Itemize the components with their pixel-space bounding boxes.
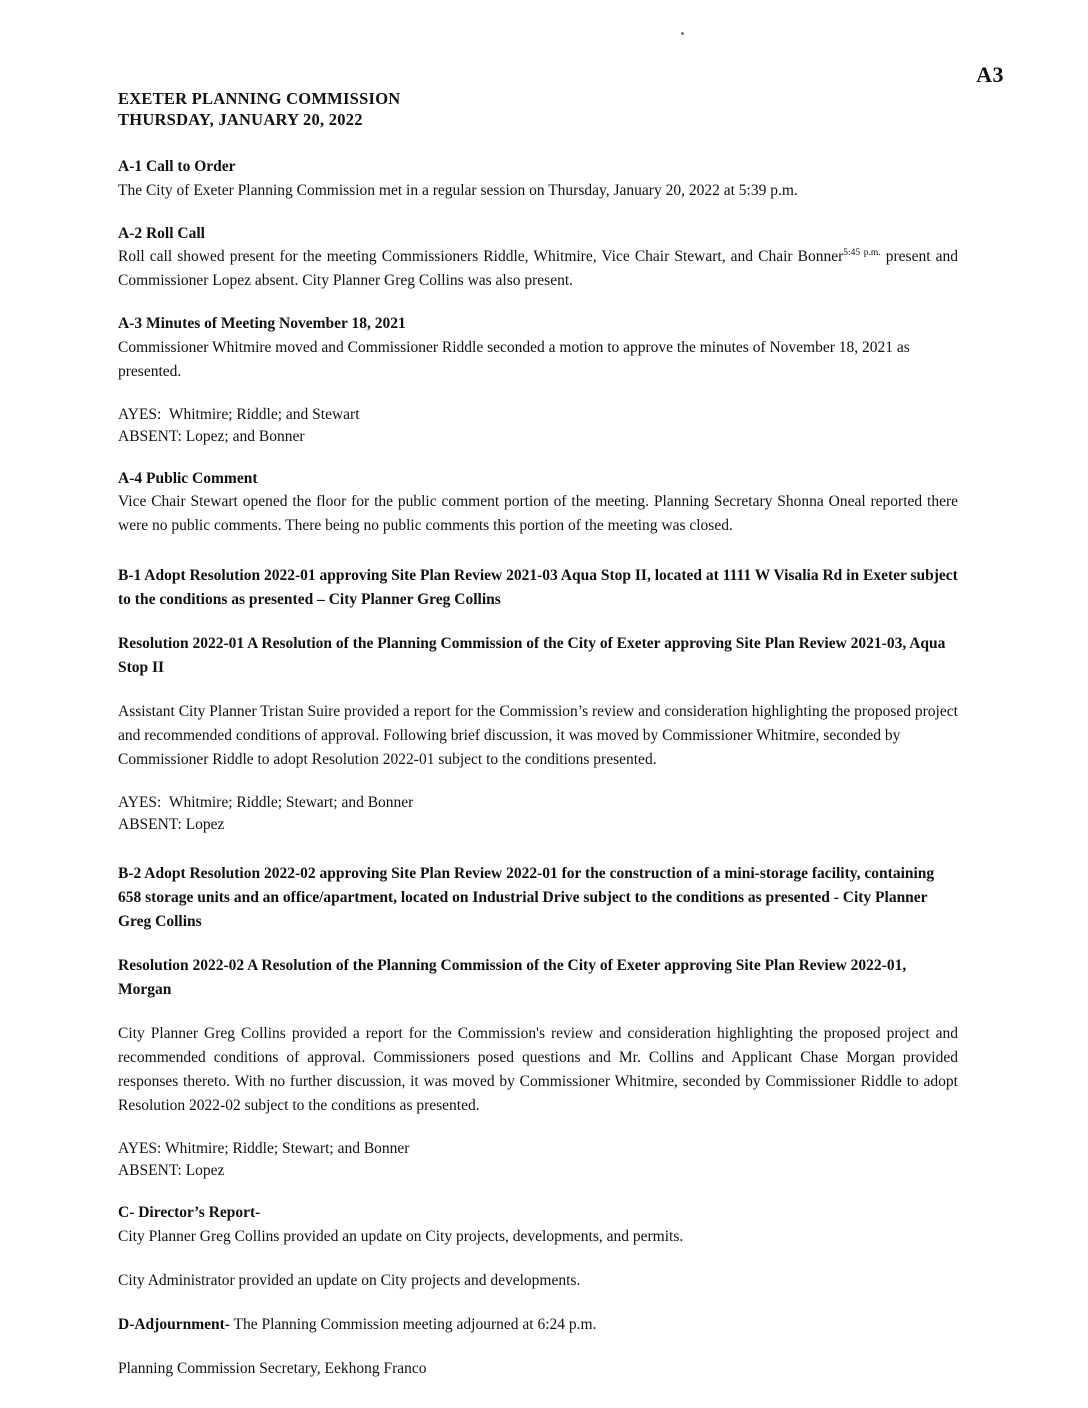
section-a2-body-part-1: Roll call showed present for the meeting Commissioners Riddle, Whitmire, Vice Chair Stewart, and Chair Bonner	[118, 248, 844, 265]
section-c	[118, 1202, 958, 1249]
section-c-heading: C- Director’s Report-	[118, 1204, 261, 1221]
section-a2	[118, 223, 958, 294]
section-b2-absent: ABSENT: Lopez	[118, 1162, 225, 1179]
document-body	[118, 88, 958, 1381]
section-a3-ayes: AYES: Whitmire; Riddle; and Stewart	[118, 405, 360, 423]
section-a3-vote	[118, 404, 958, 448]
section-a4-heading: A-4 Public Comment	[118, 469, 258, 487]
section-c-body-2-block	[118, 1269, 958, 1293]
section-b1-ayes: AYES: Whitmire; Riddle; Stewart; and Bonner	[118, 794, 414, 811]
document-title	[118, 88, 958, 130]
section-a2-time-superscript: 5:45 p.m.	[843, 247, 881, 258]
section-a1	[118, 156, 958, 203]
section-b2-heading: B-2 Adopt Resolution 2022-02 approving Site Plan Review 2022-01 for the construction of a mini-storage facility, containing 658 storage units and an office/apartment, located on Industrial Drive subject to the conditions as presented - City Planner Greg Collins	[118, 865, 935, 930]
section-a3-body: Commissioner Whitmire moved and Commissioner Riddle seconded a motion to approve the minutes of November 18, 2021 as presented.	[118, 338, 910, 380]
section-b2-resolution-title: Resolution 2022-02 A Resolution of the Planning Commission of the City of Exeter approving Site Plan Review 2022-01, Morgan	[118, 957, 907, 998]
section-b1-body-block	[118, 700, 958, 772]
scan-artifact-speck	[681, 32, 684, 35]
section-b2-body: City Planner Greg Collins provided a report for the Commission's review and consideration highlighting the proposed project and recommended conditions of approval. Commissioners posed questions and Mr. Collins and Applicant Chase Morgan provided responses thereto. With no further discussion, it was moved by Commissioner Whitmire, seconded by Commissioner Riddle to adopt Resolution 2022-02 subject to the conditions as presented.	[118, 1025, 958, 1114]
section-b1-vote	[118, 792, 958, 836]
page-marker: A3	[976, 62, 1004, 87]
section-b1	[118, 564, 958, 612]
section-d	[118, 1313, 958, 1337]
section-a4	[118, 468, 958, 539]
section-a1-body: The City of Exeter Planning Commission met in a regular session on Thursday, January 20, 2022 at 5:39 p.m.	[118, 181, 798, 199]
section-d-line	[118, 1313, 958, 1337]
section-b2-body-block	[118, 1022, 958, 1118]
section-d-body: The Planning Commission meeting adjourned at 6:24 p.m.	[229, 1315, 597, 1333]
section-d-heading: D-Adjournment-	[118, 1315, 230, 1333]
section-a3-absent: ABSENT: Lopez; and Bonner	[118, 427, 305, 445]
section-b1-heading: B-1 Adopt Resolution 2022-01 approving Site Plan Review 2021-03 Aqua Stop II, located at 1111 W Visalia Rd in Exeter subject to the conditions as presented – City Planner Greg Collins	[118, 567, 958, 608]
section-a2-heading: A-2 Roll Call	[118, 224, 205, 242]
section-b2	[118, 862, 958, 934]
signature-block	[118, 1357, 958, 1381]
signature-line: Planning Commission Secretary, Eekhong Franco	[118, 1359, 427, 1377]
section-b1-resolution-title-block	[118, 632, 958, 680]
section-b1-absent: ABSENT: Lopez	[118, 816, 225, 833]
title-line-1: EXETER PLANNING COMMISSION	[118, 89, 401, 108]
section-b2-vote	[118, 1138, 958, 1182]
title-line-2: THURSDAY, JANUARY 20, 2022	[118, 110, 363, 129]
section-a2-body-part-2: present and Commissioner Lopez absent. City Planner Greg Collins was also present.	[118, 248, 958, 289]
section-c-body-1: City Planner Greg Collins provided an update on City projects, developments, and permits.	[118, 1227, 684, 1245]
section-a1-heading: A-1 Call to Order	[118, 158, 236, 175]
section-b2-resolution-title-block	[118, 954, 958, 1002]
section-c-body-2: City Administrator provided an update on City projects and developments.	[118, 1271, 581, 1289]
section-a4-body: Vice Chair Stewart opened the floor for the public comment portion of the meeting. Planning Secretary Shonna Oneal reported there were no public comments. There being no public comments this portion of the meeting was closed.	[118, 493, 958, 534]
section-b2-ayes: AYES: Whitmire; Riddle; Stewart; and Bonner	[118, 1140, 410, 1157]
section-a2-body	[118, 245, 958, 293]
section-b1-body: Assistant City Planner Tristan Suire provided a report for the Commission’s review and consideration highlighting the proposed project and recommended conditions of approval. Following brief discussion, it was moved by Commissioner Whitmire, seconded by Commissioner Riddle to adopt Resolution 2022-01 subject to the conditions presented.	[118, 703, 958, 768]
section-b1-resolution-title: Resolution 2022-01 A Resolution of the Planning Commission of the City of Exeter approving Site Plan Review 2021-03, Aqua Stop II	[118, 635, 946, 676]
section-a3	[118, 313, 958, 384]
section-a3-heading: A-3 Minutes of Meeting November 18, 2021	[118, 315, 406, 332]
